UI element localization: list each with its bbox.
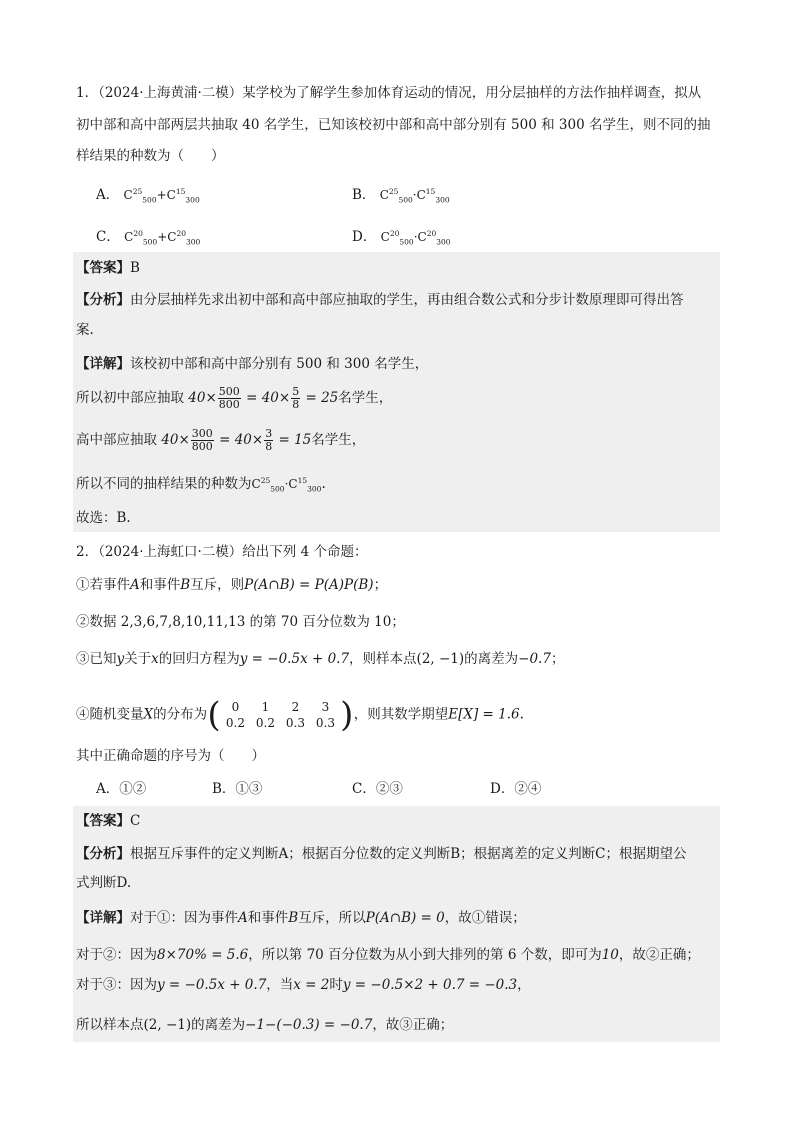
q1-choose: 故选：B. [76,510,131,526]
q1-analysis-line-2: 案. [76,322,94,338]
q1-option-b: B． $C^{25}_{500}\cdot C^{15}_{300}$ [352,187,450,205]
q1-detail-2: 所以初中部应抽取 40× $\frac{500}{800}$ = 40× $\frac{5}{8}$ = 25名学生， [76,385,393,411]
q2-proposition-3: ③已知y关于x的回归方程为y = −0.5x + 0.7，则样本点(2, −1)的离差为−0.7； [76,651,565,667]
q2-proposition-2: ②数据 2,3,6,7,8,10,11,13 的第 70 百分位数为 10； [76,614,405,630]
q2-question: 其中正确命题的序号为（ ） [76,748,265,764]
distribution-matrix: ( 0 1 2 3 0.2 0.2 0.3 0.3 ) [207,695,354,735]
q2-proposition-4: ④随机变量X的分布为 ( 0 1 2 3 0.2 0.2 0.3 0.3 ) ，则其数学期望E[X] = 1.6. [76,695,524,735]
q1-detail-1: 【详解】该校初中部和高中部分别有 500 和 300 名学生， [76,356,429,372]
q2-option-b: B．①③ [212,781,263,797]
q1-detail-4: 所以不同的抽样结果的种数为$C^{25}_{500}\cdot C^{15}_{300}$. [76,476,326,494]
q2-detail-4: 所以样本点(2, −1)的离差为−1−(−0.3) = −0.7，故③正确； [76,1017,454,1033]
q1-stem-line-1: 1．（2024·上海黄浦·二模）某学校为了解学生参加体育运动的情况，用分层抽样的方法作抽样调查，拟从 [76,85,702,101]
q1-option-c: C． $C^{20}_{500}+C^{20}_{300}$ [96,229,201,247]
q1-analysis-line-1: 【分析】由分层抽样先求出初中部和高中部应抽取的学生，再由组合数公式和分步计数原理即可得出答 [76,292,684,308]
q1-stem-line-2: 初中部和高中部两层共抽取 40 名学生，已知该校初中部和高中部分别有 500 和 300 名学生，则不同的抽 [76,117,711,133]
q2-option-a: A．①② [96,781,147,797]
q2-proposition-1: ①若事件A和事件B互斥，则P(A∩B) = P(A)P(B)； [76,577,388,593]
q2-detail-2: 对于②：因为8×70% = 5.6，所以第 70 百分位数为从小到大排列的第 6 个数，即可为10，故②正确； [76,947,700,963]
q1-stem-line-3: 样结果的种数为（ ） [76,148,225,164]
q2-detail-3: 对于③：因为y = −0.5x + 0.7，当x = 2时y = −0.5×2 + 0.7 = −0.3， [76,977,531,993]
q2-detail-1: 【详解】对于①：因为事件A和事件B互斥，所以P(A∩B) = 0，故①错误； [76,910,526,926]
q2-stem: 2．（2024·上海虹口·二模）给出下列 4 个命题： [76,544,368,560]
q2-option-d: D．②④ [490,781,542,797]
q1-answer: 【答案】B [76,260,140,276]
q2-option-c: C．②③ [352,781,403,797]
q1-option-a: A． $C^{25}_{500}+C^{15}_{300}$ [96,187,200,205]
q2-analysis-line-2: 式判断D. [76,875,132,891]
q2-answer: 【答案】C [76,813,141,829]
q2-analysis-line-1: 【分析】根据互斥事件的定义判断A；根据百分位数的定义判断B；根据离差的定义判断C；根据期望公 [76,846,687,862]
q1-option-d: D． $C^{20}_{500}\cdot C^{20}_{300}$ [352,229,451,247]
q1-detail-3: 高中部应抽取 40× $\frac{300}{800}$ = 40× $\frac{3}{8}$ = 15名学生， [76,427,366,453]
